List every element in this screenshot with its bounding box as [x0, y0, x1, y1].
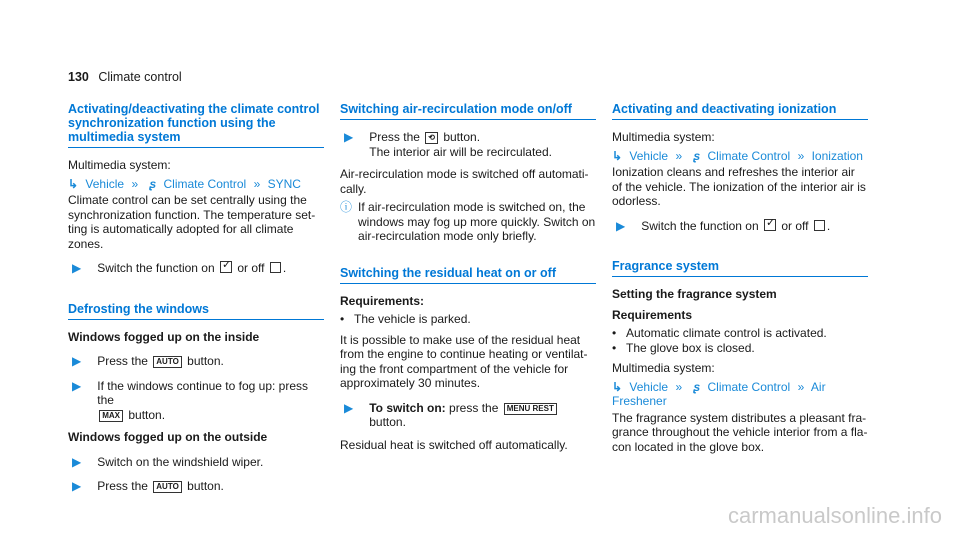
recirc-body: Air-recirculation mode is switched off automatically.: [340, 167, 589, 196]
defrost-max-icon: MAX: [99, 410, 123, 422]
fragrance-heading: Fragrance system: [612, 259, 868, 277]
residual-auto-off: Residual heat is switched off automatically.: [340, 437, 568, 452]
menu-path-2: [612, 380, 868, 409]
ms-label: Multimedia system:: [612, 130, 715, 144]
inside-heading: Windows fogged up on the inside: [68, 329, 260, 344]
auto-button-icon: AUTO: [153, 356, 182, 368]
page-number: 130: [68, 70, 89, 84]
step-press-auto: ▶ Press the AUTO button.: [72, 354, 224, 368]
section-title: Climate control: [98, 70, 182, 84]
path-sync-link[interactable]: SYNC: [267, 176, 301, 191]
step-text: Switch the function on: [97, 261, 215, 275]
column-2: [340, 102, 596, 456]
step-arrow-icon: ▶: [72, 479, 82, 493]
step-press-recirc: ▶ Press the ⟲ button. The interior air will be recirculated.: [344, 130, 552, 159]
chevron-double-icon: »: [253, 176, 261, 191]
fragrance-body: The fragrance system distributes a pleasant fragrance throughout the vehicle interior from a flacon located in the glove box.: [612, 410, 868, 454]
recirculation-icon: ⟲: [425, 132, 438, 144]
req-list: [612, 326, 868, 355]
checkbox-empty-icon: [814, 220, 825, 231]
chevron-double-icon: »: [131, 176, 139, 191]
path-climate-link[interactable]: Climate Control: [707, 379, 791, 394]
chevron-double-icon: »: [797, 148, 805, 163]
step-wiper: ▶ Switch on the windshield wiper.: [72, 454, 264, 469]
bullet-icon: •: [612, 326, 617, 340]
auto-button-icon: AUTO: [153, 481, 182, 493]
path-climate-link[interactable]: Climate Control: [163, 176, 247, 191]
checkbox-checked-icon: [220, 261, 232, 273]
checkbox-empty-icon: [270, 262, 281, 273]
menu-path: [68, 177, 324, 192]
watermark: carmanualsonline.info: [727, 503, 942, 528]
chevron-double-icon: »: [797, 379, 805, 394]
step-switch-sync: ▶ Switch the function on ✓ or off .: [68, 261, 324, 276]
path-arrow-icon: ↳: [612, 379, 623, 394]
path-climate-link[interactable]: Climate Control: [707, 148, 791, 163]
checkbox-checked-icon: [764, 219, 776, 231]
req-list: [340, 312, 596, 327]
ms-label: Multimedia system:: [68, 158, 171, 172]
step-arrow-icon: ▶: [72, 454, 82, 469]
recirc-heading: Switching air-recirculation mode on/off: [340, 102, 596, 120]
defrost-heading: Defrosting the windows: [68, 302, 324, 320]
page-header: [68, 70, 182, 84]
recirc-result: The interior air will be recirculated.: [369, 144, 552, 159]
path-vehicle-link[interactable]: Vehicle: [629, 148, 669, 163]
req-label: Requirements: [612, 307, 693, 322]
step-text-or-off: or off: [237, 261, 265, 275]
menu-rest-icon: MENU REST: [504, 403, 557, 415]
setting-heading: Setting the fragrance system: [612, 287, 777, 301]
path-arrow-icon: ↳: [612, 148, 623, 163]
menu-path: [612, 149, 868, 164]
ionization-heading: Activating and deactivating ionization: [612, 102, 868, 120]
step-switch-on-residual: ▶ To switch on: press the MENU REST button.: [340, 401, 596, 430]
ionization-body: Ionization cleans and refreshes the interior air of the vehicle. The ionization of the interior air is odorless.: [612, 165, 866, 208]
sync-body: Climate control can be set centrally using the synchronization function. The temperature setting is automatically adopted for all climate zones.: [68, 193, 316, 251]
climate-fan-icon: ʂ: [693, 379, 701, 394]
column-3: [612, 102, 868, 458]
list-item: • The glove box is closed.: [612, 340, 755, 355]
list-item: • The vehicle is parked.: [340, 312, 471, 326]
ms-label-2: Multimedia system:: [612, 361, 715, 375]
column-1: [68, 102, 324, 502]
chevron-double-icon: »: [675, 379, 683, 394]
step-switch-ionization: ▶ Switch the function on ✓ or off .: [612, 219, 868, 234]
bullet-icon: •: [612, 340, 617, 355]
step-press-auto-2: ▶ Press the AUTO button.: [72, 479, 224, 493]
residual-heading: Switching the residual heat on or off: [340, 266, 596, 284]
step-arrow-icon: ▶: [344, 400, 354, 415]
step-arrow-icon: ▶: [72, 261, 82, 275]
path-vehicle-link[interactable]: Vehicle: [629, 379, 669, 394]
recirc-info: ⓘ If air-recirculation mode is switched on, the windows may fog up more quickly. Switch on air-recirculation mode only briefly.: [340, 200, 596, 243]
residual-body: It is possible to make use of the residual heat from the engine to continue heating or ventilating the front compartment of the vehicle for approximately 30 minutes.: [340, 332, 588, 390]
step-arrow-icon: ▶: [72, 354, 82, 368]
list-item: • Automatic climate control is activated.: [612, 326, 827, 340]
path-vehicle-link[interactable]: Vehicle: [85, 176, 125, 191]
step-arrow-icon: ▶: [72, 378, 82, 393]
step-arrow-icon: ▶: [344, 130, 354, 144]
chevron-double-icon: »: [675, 148, 683, 163]
climate-fan-icon: ʂ: [693, 148, 701, 163]
path-ionization-link[interactable]: Ionization: [811, 148, 863, 163]
info-icon: ⓘ: [340, 200, 353, 214]
bullet-icon: •: [340, 312, 345, 326]
step-press-max: ▶ If the windows continue to fog up: press the MAX button.: [72, 378, 309, 422]
outside-heading: Windows fogged up on the outside: [68, 430, 268, 444]
step-arrow-icon: ▶: [616, 218, 626, 233]
req-label: Requirements:: [340, 293, 425, 308]
climate-fan-icon: ʂ: [149, 176, 157, 191]
path-arrow-icon: ↳: [68, 176, 79, 191]
path-air-freshener-link[interactable]: Air Freshener: [612, 379, 826, 408]
sync-heading: Activating/deactivating the climate control synchronization function using the multimedia system: [68, 102, 324, 148]
